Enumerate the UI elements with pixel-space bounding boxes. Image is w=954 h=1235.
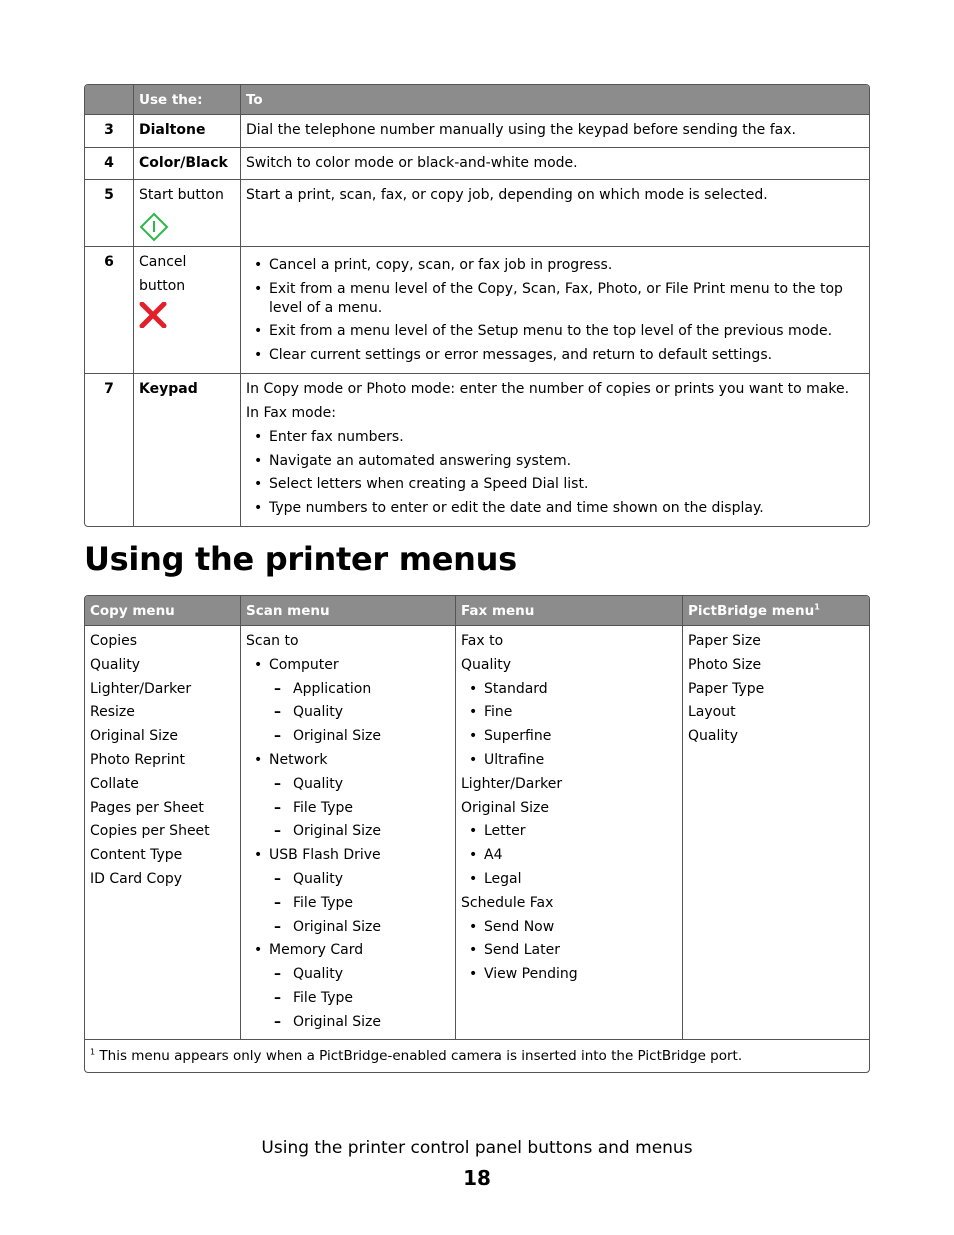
menu-item: • Network bbox=[246, 749, 450, 773]
row-number: 4 bbox=[85, 147, 133, 180]
menu-item: • Letter bbox=[461, 820, 677, 844]
menu-item: • Superfine bbox=[461, 725, 677, 749]
menu-item: Layout bbox=[688, 704, 736, 721]
menu-item: Fax to bbox=[461, 633, 504, 649]
bullet-list bbox=[246, 428, 864, 518]
bullet-list bbox=[246, 256, 864, 365]
header-num bbox=[85, 85, 133, 114]
controls-table bbox=[84, 84, 870, 527]
menu-item: – File Type bbox=[246, 987, 450, 1011]
menu-item: ID Card Copy bbox=[90, 870, 183, 887]
header-fax-label: Fax menu bbox=[461, 602, 535, 619]
row-number: 3 bbox=[85, 114, 133, 147]
list-item: • Navigate an automated answering system. bbox=[246, 452, 864, 471]
list-item: • Select letters when creating a Speed Dial list. bbox=[246, 475, 864, 494]
menu-item: – Original Size bbox=[246, 1011, 450, 1035]
desc-line: In Fax mode: bbox=[246, 404, 336, 421]
control-desc bbox=[240, 246, 869, 373]
header-use: Use the: bbox=[133, 85, 240, 114]
menu-item: – Quality bbox=[246, 963, 450, 987]
footnote-row bbox=[85, 1039, 869, 1072]
control-desc: Switch to color mode or black-and-white mode. bbox=[240, 147, 869, 180]
menu-item: Lighter/Darker bbox=[90, 680, 192, 697]
menu-item: • View Pending bbox=[461, 963, 677, 987]
menu-item: Quality bbox=[688, 728, 739, 745]
fax-menu-list bbox=[455, 625, 682, 1039]
menu-item: – Quality bbox=[246, 773, 450, 797]
control-desc bbox=[240, 373, 869, 526]
menus-header-row bbox=[85, 596, 869, 625]
menu-item: • Memory Card bbox=[246, 939, 450, 963]
pictbridge-menu-list bbox=[682, 625, 869, 1039]
copy-menu-list bbox=[85, 625, 240, 1039]
menu-item: • Fine bbox=[461, 701, 677, 725]
list-item: • Exit from a menu level of the Setup menu to the top level of the previous mode. bbox=[246, 322, 864, 341]
list-item: • Clear current settings or error messages, and return to default settings. bbox=[246, 346, 864, 365]
footnote-text: This menu appears only when a PictBridge-enabled camera is inserted into the PictBridge port. bbox=[99, 1047, 743, 1064]
menu-item: – Original Size bbox=[246, 820, 450, 844]
row-number: 5 bbox=[85, 179, 133, 246]
table-row bbox=[85, 373, 869, 526]
menu-item: Content Type bbox=[90, 847, 183, 864]
footnote bbox=[85, 1039, 869, 1072]
menu-item: • Standard bbox=[461, 678, 677, 702]
menu-item: – Original Size bbox=[246, 725, 450, 749]
menu-item: • Send Now bbox=[461, 916, 677, 940]
header-copy-menu: Copy menu bbox=[85, 596, 240, 625]
control-name: Cancel button bbox=[139, 254, 187, 294]
header-to: To bbox=[240, 85, 869, 114]
desc-line: In Copy mode or Photo mode: enter the number of copies or prints you want to make. bbox=[246, 381, 850, 397]
footnote-marker: 1 bbox=[814, 602, 820, 611]
menu-item: Collate bbox=[90, 775, 139, 792]
menu-item: Photo Reprint bbox=[90, 751, 185, 768]
menu-item: • Legal bbox=[461, 868, 677, 892]
menu-item: Schedule Fax bbox=[461, 894, 554, 911]
list-item: • Cancel a print, copy, scan, or fax job in progress. bbox=[246, 256, 864, 275]
table-row bbox=[85, 147, 869, 180]
menu-item: – File Type bbox=[246, 892, 450, 916]
menu-item: Original Size bbox=[461, 799, 549, 816]
menu-item: Quality bbox=[461, 656, 512, 673]
menu-item: Lighter/Darker bbox=[461, 775, 563, 792]
menu-item: • Computer bbox=[246, 654, 450, 678]
menu-item: • Send Later bbox=[461, 939, 677, 963]
header-pictbridge-menu bbox=[682, 596, 869, 625]
cancel-x-icon bbox=[139, 302, 167, 328]
menus-table bbox=[84, 595, 870, 1073]
menu-item: Photo Size bbox=[688, 656, 762, 673]
menu-item: Paper Size bbox=[688, 633, 761, 649]
section-title: Using the printer menus bbox=[84, 540, 517, 578]
menu-item: Resize bbox=[90, 704, 135, 721]
menu-item: Quality bbox=[90, 656, 141, 673]
header-pictbridge-label: PictBridge menu bbox=[688, 602, 815, 619]
control-desc: Start a print, scan, fax, or copy job, depending on which mode is selected. bbox=[240, 179, 869, 246]
menu-item: • A4 bbox=[461, 844, 677, 868]
menu-item: – Original Size bbox=[246, 916, 450, 940]
menu-item: – Quality bbox=[246, 701, 450, 725]
menu-item: • Ultrafine bbox=[461, 749, 677, 773]
menu-item: Paper Type bbox=[688, 680, 765, 697]
control-name: Start button bbox=[139, 187, 224, 203]
control-name: Color/Black bbox=[133, 147, 240, 180]
page-number: 18 bbox=[463, 1166, 491, 1190]
table-row bbox=[85, 179, 869, 246]
controls-header-row bbox=[85, 85, 869, 114]
control-name: Dialtone bbox=[133, 114, 240, 147]
menu-item: – Application bbox=[246, 678, 450, 702]
menu-item: Copies bbox=[90, 633, 138, 649]
header-fax-menu bbox=[455, 596, 682, 625]
control-cell bbox=[133, 246, 240, 373]
footnote-marker: 1 bbox=[90, 1047, 96, 1057]
start-diamond-icon bbox=[139, 212, 169, 242]
menus-body-row bbox=[85, 625, 869, 1039]
list-item: • Type numbers to enter or edit the date and time shown on the display. bbox=[246, 499, 864, 518]
menu-item: Original Size bbox=[90, 728, 178, 745]
row-number: 7 bbox=[85, 373, 133, 526]
scan-menu-list bbox=[240, 625, 455, 1039]
footer-title: Using the printer control panel buttons and menus bbox=[261, 1138, 693, 1158]
table-row bbox=[85, 114, 869, 147]
control-cell bbox=[133, 179, 240, 246]
table-row bbox=[85, 246, 869, 373]
menu-item: – File Type bbox=[246, 797, 450, 821]
menu-item: Copies per Sheet bbox=[90, 823, 210, 840]
menu-item: • USB Flash Drive bbox=[246, 844, 450, 868]
control-name: Keypad bbox=[133, 373, 240, 526]
menu-item: Pages per Sheet bbox=[90, 799, 204, 816]
control-desc: Dial the telephone number manually using the keypad before sending the fax. bbox=[240, 114, 869, 147]
list-item: • Enter fax numbers. bbox=[246, 428, 864, 447]
header-scan-menu: Scan menu bbox=[240, 596, 455, 625]
menu-item: – Quality bbox=[246, 868, 450, 892]
menu-item: Scan to bbox=[246, 633, 299, 649]
list-item: • Exit from a menu level of the Copy, Scan, Fax, Photo, or File Print menu to the top level of a menu. bbox=[246, 280, 864, 318]
row-number: 6 bbox=[85, 246, 133, 373]
